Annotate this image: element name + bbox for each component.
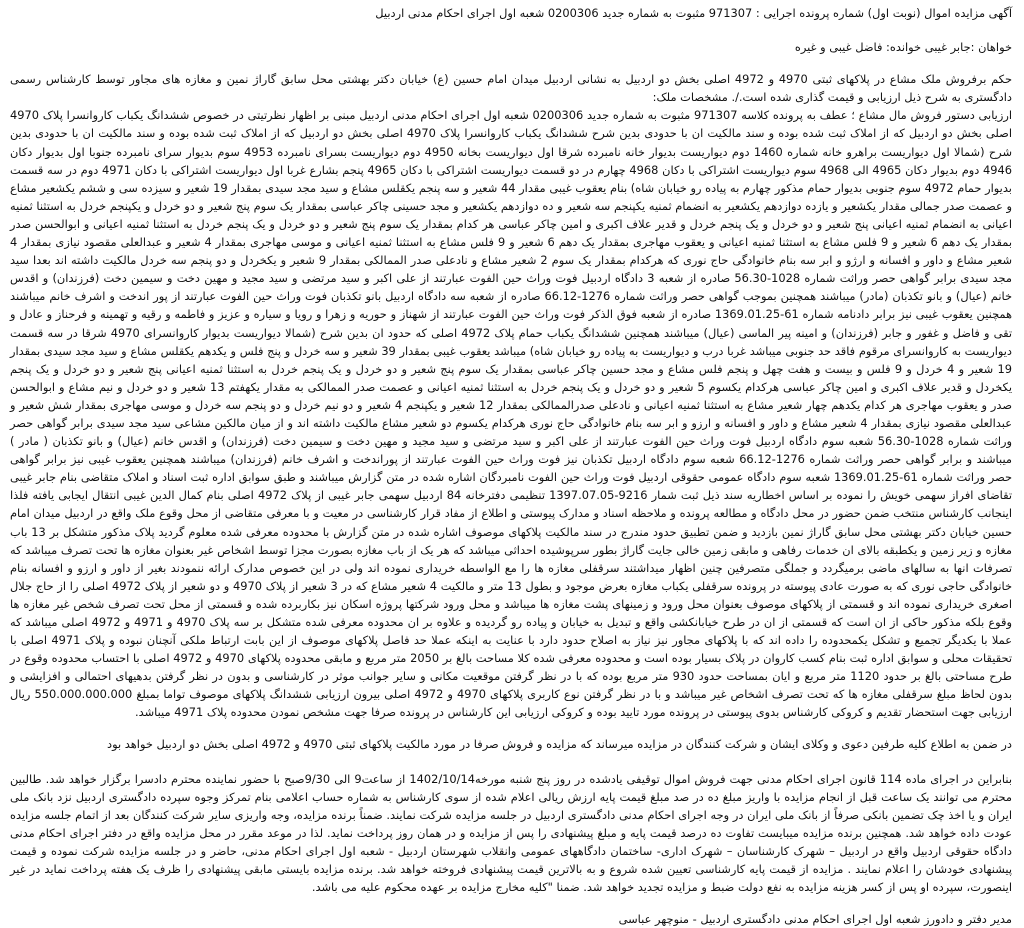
auction-terms-paragraph: بنابراین در اجرای ماده 114 قانون اجرای احکام مدنی جهت فروش اموال توقیفی یادشده در روز پنج شنبه مورخه1402/10/14 از ساعت9 الی 9/30صبح با حضور نماینده محترم دادسرا برگزار خواهد شد. طالبین محترم می توانند یک ساعت قبل از انجام مزایده با واریز مبلغ ده در صد مبلغ قیمت پایه ارزش ریالی اعلام شده از سوی کارشناس به شماره حساب اعلامی بنام تمرکز وجوه سپرده دادگستری اردبیل نزد بانک ملی ایران و یا اخذ چک تضمین بانکی صرفاً از بانک ملی ایران در وجه اجرای احکام مدنی دادگستری اردبیل در جلسه مزایده شرکت نمایند. ضمناً برنده مزایده، وجه واریزی سایر شرکت کنندگان بعد از اتمام جلسه مزایده عودت داده خواهد شد. همچنین برنده مزایده میبایست تفاوت ده درصد قیمت پایه و مبلغ پیشنهادی را پس از مزایده و در همان روز پرداخت نماید. لذا در موعد مقرر در محل مزایده واقع در دفتر اجرای احکام مدنی دادگاه حقوقی اردبیل واقع در اردبیل – شهرک کارشناسان – شهرک اداری- ساختمان دادگاههای عمومی وانقلاب شهرستان اردبیل - شعبه اول اجرای احکام مدنی، حاضر و در جلسه مزایده شرکت نموده و قیمت پیشنهادی خودشان را اعلام نمایند . مزایده از قیمت پایه کارشناسی تعیین شده شروع و به بالاترین قیمت پیشنهادی فروخته خواهد شد. برنده مزایده بایستی مابقی پیشنهادی را ظرف یک هفته پرداخت نماید در غیر اینصورت، سپرده او پس از کسر هزینه مزایده به نفع دولت ضبط و مزایده تجدید خواهد شد. ضمنا "کلیه مخارج مزایده بر عهده محکوم علیه می باشد. — [10, 771, 1013, 895]
claimant-line: خواهان :جابر غیبی خوانده: فاضل غیبی و غیره — [794, 40, 1012, 55]
ruling-paragraph: حکم برفروش ملک مشاع در پلاکهای ثبتی 4970 و 4972 اصلی بخش دو اردبیل به نشانی اردبیل میدان امام حسین (ع) خیابان دکتر بهشتی محل سابق گاراژ نمین و مغازه های مجاور توسط کارشناس رسمی دادگستری به شرح ذیل ارزیابی و قیمت گذاری شده است./. مشخصات ملک: — [10, 72, 1012, 105]
parties-notice-paragraph: در ضمن به اطلاع کلیه طرفین دعوی و وکلای ایشان و شرکت کنندگان در مزایده میرساند که مزایده و فروش صرفا در مورد مالکیت پلاکهای ثبتی 4970 و 4972 اصلی بخش دو اردبیل خواهد بود — [107, 736, 1012, 751]
appraisal-paragraph: ارزیابی دستور فروش مال مشاع ؛ عطف به پرونده کلاسه 971307 مثبوت به شماره جدید 0200306 شعبه اول اجرای احکام مدنی اردبیل مبنی بر اظهار نظرتیتی در خصوص ششدانگ یکباب کاروانسرا پلاک 4970 اصلی بخش دو اردبیل که از املاک ثبت شده بوده و سند مالکیت ان با حدودی بدین شرح ششدانگ یکباب کاروانسرا پلاک 4970 اصلی بخش دو اردبیل که از املاک ثبت شده بوده و سند مالکیت ان با حدودی بدین شرح (شمالا اول دیواریست براهرو خانه شماره 1460 دوم دیواریست بدیوار خانه نامبرده شرقا اول دیواریست بخانه 4950 دوم دیواریست بسرای نامبرده 4953 سوم بدیوار سرای نامبرده جنوبا اول بدیوار دکان 4946 دوم بدیوار دکان 4965 الی 4968 سوم دیواریست اشتراکی با دکان 4968 چهارم در دو قسمت دیواریست اشتراکی با دکان 4965 پنجم بشارع غربا اول دیواریست اشتراکی با دکان 4971 دوم در سه قسمت بدیوار حمام 4972 سوم جنوبی بدیوار حمام مذکور چهارم به پیاده رو خیابان شاه) بنام یعقوب غیبی مقدار 44 شعیر و سه پنجم یکقلس مشاع و سید مجد سیدی بمقدار 19 شعیر و سیزده سی و ششم یکشعیر مشاع و عصمت صدر جمالی مقدار یکشعیر و یازده دوازدهم یکشعیر به انضمام ثمنیه یکپنجم سه شعیر و ده دوازدهم یکشعیر و مجد حسینی چاکر عباسی بمقدار یک سوم پنج شعیر و دو خردل و یکپنجم خردل به استثنا ثمنیه اعیانی به انضمام ثمنیه اعیانی پنج شعیر و دو خردل و یک پنجم خردل و قدیر علاف اکبری و امین چاکر عباسی هر کدام بمقدار یک سوم پنج شعیر و دو خردل و یک پنجم خردل به استثنا ثمنیه اعیانی و ابوالحسن صدر بمقدار یک دهم 6 شعیر و 9 فلس مشاع به استثنا ثمنیه اعیانی و یعقوب مهاجری بمقدار یک دهم 6 شعیر و 9 فلس مشاع به استثنا ثمنیه اعیانی و موسی مهاجری بمقدار 4 شعیر و عبدالعلی مقصود نیازی بمقدار 4 شعیر مشاع و داور و افسانه و ارژو و ابر سه بنام خانوادگی حاج نوری که هرکدام بمقدار یک سوم 2 شعیر مشاع و نادعلی صدر الممالکی بمقدار 9 شعیر و یکخردل و دو پنجم سه خردل مالکیت داشته اند بعدا سید مجد سیدی برابر گواهی حصر وراثت شماره 1028-56.30 صادره از شعبه 3 دادگاه اردبیل فوت وراث حین الفوت عبارتند از علی اکبر و سید مرتضی و سید مجید و مهین دخت و سیمین دخت (فرزندان) و اقدس خانم (عیال) و بانو تکذبان (مادر) میباشند همچنین بموجب گواهی حصر وراثت شماره 1276-66.12 صادره از شعبه سه دادگاه اردبیل بانو تکذبان فوت وراث حین الفوت عبارتند از پور اندخت و اشرف خانم میباشند همچنین یعقوب غیبی نیز برابر دادنامه شماره 61-1369.01.25 صادره از شعبه فوق الذکر فوت وراث حین الفوت عبارتند از شهناز و حوریه و زهرا و رویا و سیاره و عزیز و فاطمه و رقیه و تهمینه و فرحناز و عادل و تقی و فاضل و غفور و جابر (فرزندان) و امینه پیر الماسی (عیال) میباشند همچنین ششدانگ یکباب حمام پلاک 4972 اصلی که حدود ان بدین شرح (شمالا دیواریست بدیوار کاروانسرای 4970 شرقا در سه قسمت دیواریست به کاروانسرای مرقوم فاقد حد جنوبی میباشد غربا درب و دیواریست به پیاده رو خیابان شاه) میباشد یعقوب غیبی بمقدار 39 شعیر و سه خردل و پنج فلس و یکدهم یکقلس مشاع و سید مجد سیدی بمقدار 19 شعیر و 4 خردل و 9 فلس و بیست و هفت چهل و پنجم فلس مشاع و مجد حسین چاکر عباسی بمقدار یک سوم پنج شعیر و دو خردل و یک پنجم خردل به استثنا ثمنیه اعیانی پنج شعیر و دو خردل و یک پنجم یکخردل و قدیر علاف اکبری و امین چاکر عباسی هرکدام یکسوم 5 شعیر و دو خردل و یک پنجم خردل به استثنا ثمنیه اعیانی و عصمت صدر الممالکی به مقدار یکهفتم 13 شعیر و دو خردل و نیم مشاع و ابوالحسن صدر و یعقوب مهاجری هر کدام یکدهم چهار شعیر مشاع به استثنا ثمنیه اعیانی و نادعلی صدرالممالکی بمقدار 12 شعیر و یکپنجم 4 شعیر و دو نیم خردل و دو پنجم سه خردل و موسی مهاجری بمقدار شش شعیر و عبدالعلی مقصود نیازی بمقدار 4 شعیر مشاع و داور و افسانه و ارزو و ابر سه بنام خانوادگی حاج نوری هرکدام یکسوم دو شعیر مشاع مالکیت داشته اند و از میان مالکین مشاعی سید مجد سیدی برابر گواهی حصر وراثت شماره 1028-56.30 شعبه سوم دادگاه اردبیل فوت وراث حین الفوت عبارتند از علی اکبر و سید مرتضی و سید مجید و مهین دخت و سیمین دخت (فرزندان) و اقدس خانم (عیال) و بانو تکذبان ( مادر ) میباشند و برابر گواهی حصر وراثت شماره 1276-66.12 شعبه سوم دادگاه اردبیل تکذبان نیز فوت وراث حین الفوت عبارتند از پوراندخت و اشرف خانم (فرزندان) میباشند همچنین یعقوب غیبی نیز برابر گواهی حصر وراثت شماره 61-1369.01.25 شعبه سوم دادگاه عمومی حقوقی اردبیل فوت وراث حین الفوت نامبردگان اشاره شده در متن گزارش میباشند و طبق سوابق اداره ثبت اسناد و املاک متقاضی بنام جابر غیبی تقاضای افراز سهمی خویش را نموده بر اساس اخطاریه سند ذیل ثبت شمار 9216-1397.07.05 تنظیمی دفترخانه 84 اردبیل سهمی جابر غیبی از پلاک 4972 اصلی بنام کمال الدین غیبی انتقال ایجابی یافته فلذا اینجانب کارشناس منتخب ضمن حضور در محل دادگاه و مطالعه پرونده و ملاحظه اسناد و مدارک پیوستی و اطلاع از مفاد قرار کارشناسی در معیت و با معرفی متقاضی از محل وقوع ملک واقع در اردبیل میدان امام حسین خیابان دکتر بهشتی محل سابق گاراژ نمین بازدید و ضمن تطبیق حدود مندرج در سند مالکیت پلاکهای موصوف اشاره شده در متن گزارش با محدوده معرفی شده معلوم گردید پلاک مذکور متشکل بر 13 باب مغازه و زیر زمین و یکطبقه بالای ان خدمات رفاهی و مابقی زمین خالی جایت گاراژ بطور سرپوشیده احداثی میباشد که هر یک از باب مغازه بصورت مجزا توسط اشخاص غیر بعنوان مغازه ها تحت تصرف میباشد که تصرفات انها به سالهای ماضی برمیگردد و جملگی متصرفین چنین اظهار میداشتند سرقفلی مغازه ها را مع الواسطه خریداری نموده اند ولی در این خصوص مدارک ارائه ننمودند بغیر از داور و ارزو و افسانه بنام خانوادگی حاجی نوری که به صورت عادی پیوسته در پرونده سرقفلی یکباب مغازه بعرض موجود و بطول 13 متر و مالکیت 4 شعیر مشاع که در 3 شعیر از پلاک 4970 و دو شعیر از پلاک 4972 اصلی را از حاج جلال اصغری خریداری نموده اند و قسمتی از پلاکهای موصوف بعنوان محل ورود و زمینهای پشت مغازه ها میباشد و محل ورود شرکتها پروژه اسکان نیز بکاربرده شده و قسمتی از محل تحت تصرف شخص غیر مغازه ها وقوع بلکه مذکور حاکی از ان است که قسمتی از ان در طرح خیابانکشی واقع و تبدیل به خیابان و پیاده رو گردیده و علاوه بر ان محدوده معرفی شده متشکل بر سه پلاک 4970 و 4971 و 4972 اصلی میباشد که عملا با یکدیگر تجمیع و تشکل یکمحدوده را داده اند که با پلاکهای مجاور نیز نیاز به اصلاح حدود دارد با عنایت به اینکه عملا حد فاصل پلاکهای موصوف از این بابت ارتباط ملکی آنچنان نبوده و پلاک 4971 اصلی با تحقیقات محلی و سوابق اداره ثبت بنام کسب کاروان در پلاک بسیار بوده است و محدوده معرفی شده کلا مساحت بالغ بر 2050 متر مربع و مابقی محدوده پلاکهای 4970 و 4972 اصلی با احتساب محدوده وقوع در طرح مساحتی بالغ بر حدود 1120 متر مربع و ایان بمساحت حدود 930 متر مربع بوده که با در نظر گرفتن موقعیت مکانی و سایر جوانب موثر در کارشناسی و بدون در نظر گرفتن بدهیهای احتمالی و افزایشی و بدون لحاظ مبلغ سرقفلی مغازه ها که تحت تصرف اشخاص غیر میباشد و با در نظر گرفتن نوع کاربری پلاکهای 4970 و 4972 اصلی بیرون ارزیابی ششدانگ پلاکهای موصوف تواما بمبلغ 550.000.000.000 ریال ارزیابی جهت استحضار تقدیم و کروکی کارشناس بدوی پیوستی در پرونده مورد تایید بوده و کروکی ارزیابی این کارشناس در پرونده صرفا جهت مشخص نمودن محدوده پلاک 4971 میباشد. — [10, 108, 1013, 720]
notice-title: آگهی مزایده اموال (نوبت اول) شماره پرونده اجرایی : 971307 مثبوت به شماره جدید 0200306 شعبه اول اجرای احکام مدنی اردبیل — [375, 6, 1012, 20]
signature-line: مدیر دفتر و دادورز شعبه اول اجرای احکام مدنی دادگستری اردبیل - منوچهر عباسی — [618, 912, 1012, 927]
